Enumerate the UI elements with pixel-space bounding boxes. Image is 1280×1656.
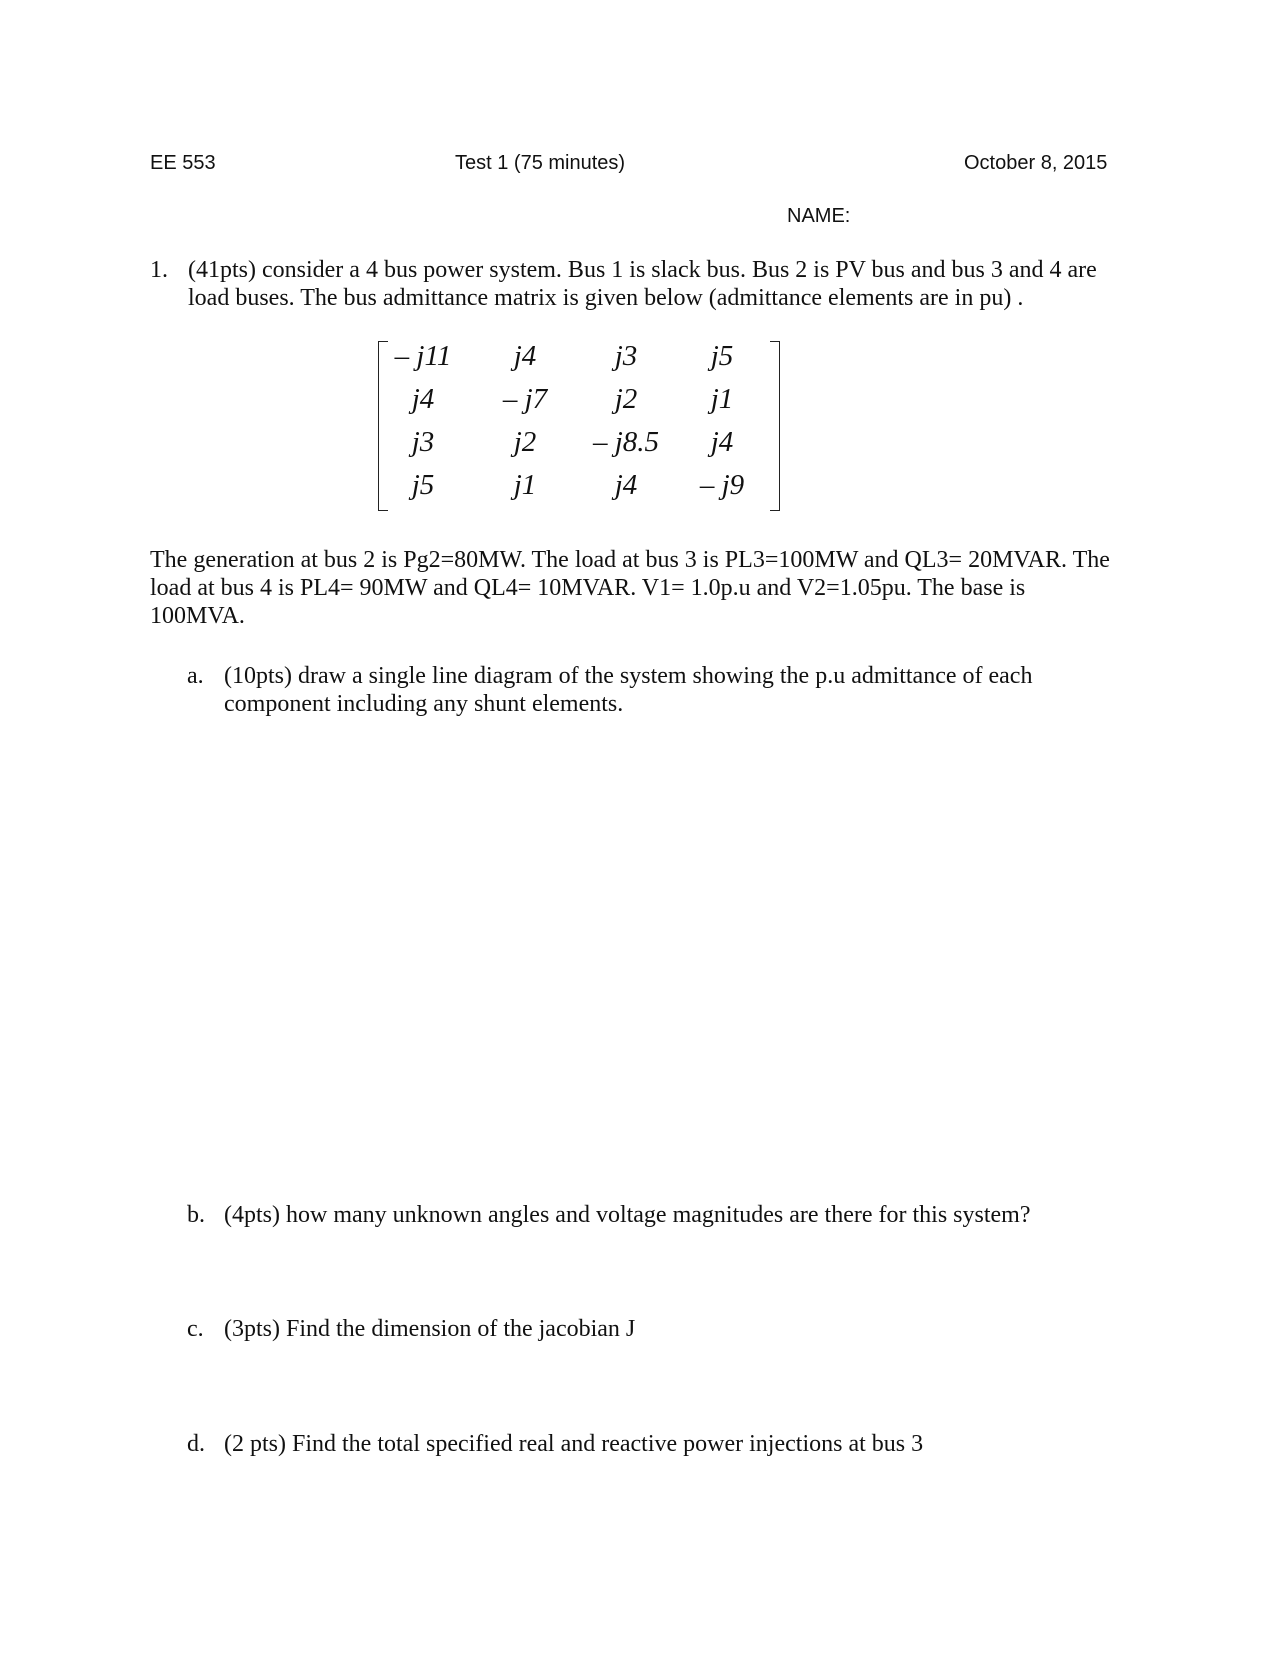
matrix-cell: j2 (513, 426, 537, 458)
question-1-number: 1. (150, 257, 168, 283)
part-c-letter: c. (187, 1316, 204, 1342)
admittance-matrix (378, 341, 780, 511)
matrix-cell: – j8.5 (592, 426, 660, 458)
part-d-text: (2 pts) Find the total specified real and reactive power injections at bus 3 (224, 1431, 924, 1457)
matrix-cell: j2 (614, 383, 638, 415)
matrix-cell: j4 (513, 340, 537, 372)
given-data-paragraph: The generation at bus 2 is Pg2=80MW. The load at bus 3 is PL3=100MW and QL3= 20MVAR. The load at bus 4 is PL4= 90MW and QL4= 10MVAR. V1= 1.0p.u and V2=1.05pu. The base is 100MVA. (150, 547, 1110, 629)
matrix-cell: j3 (411, 426, 435, 458)
name-label: NAME: (787, 205, 851, 227)
part-c-text: (3pts) Find the dimension of the jacobian J (224, 1316, 636, 1342)
matrix-cell: – j7 (502, 383, 548, 415)
part-d-letter: d. (187, 1431, 205, 1457)
header-test-date: October 8, 2015 (964, 152, 1108, 174)
matrix-cell: j1 (513, 469, 537, 501)
matrix-cell: j4 (710, 426, 734, 458)
matrix-cell: j3 (614, 340, 638, 372)
part-b-text: (4pts) how many unknown angles and voltage magnitudes are there for this system? (224, 1202, 1031, 1228)
matrix-cell: j1 (710, 383, 734, 415)
matrix-cell: j5 (710, 340, 734, 372)
header-course-code: EE 553 (150, 152, 216, 174)
part-b-letter: b. (187, 1202, 205, 1228)
matrix-cell: j4 (411, 383, 435, 415)
matrix-cell: – j11 (394, 340, 452, 372)
header-test-title: Test 1 (75 minutes) (455, 152, 626, 174)
matrix-cell: j5 (411, 469, 435, 501)
question-1-text: (41pts) consider a 4 bus power system. Bus 1 is slack bus. Bus 2 is PV bus and bus 3 and 4 are load buses. The bus admittance matrix is given below (admittance elements are in pu) . (188, 257, 1097, 311)
part-a-text: (10pts) draw a single line diagram of the system showing the p.u admittance of each component including any shunt elements. (224, 663, 1033, 717)
matrix-cell: j4 (614, 469, 638, 501)
part-a-letter: a. (187, 663, 204, 689)
matrix-cell: – j9 (699, 469, 745, 501)
